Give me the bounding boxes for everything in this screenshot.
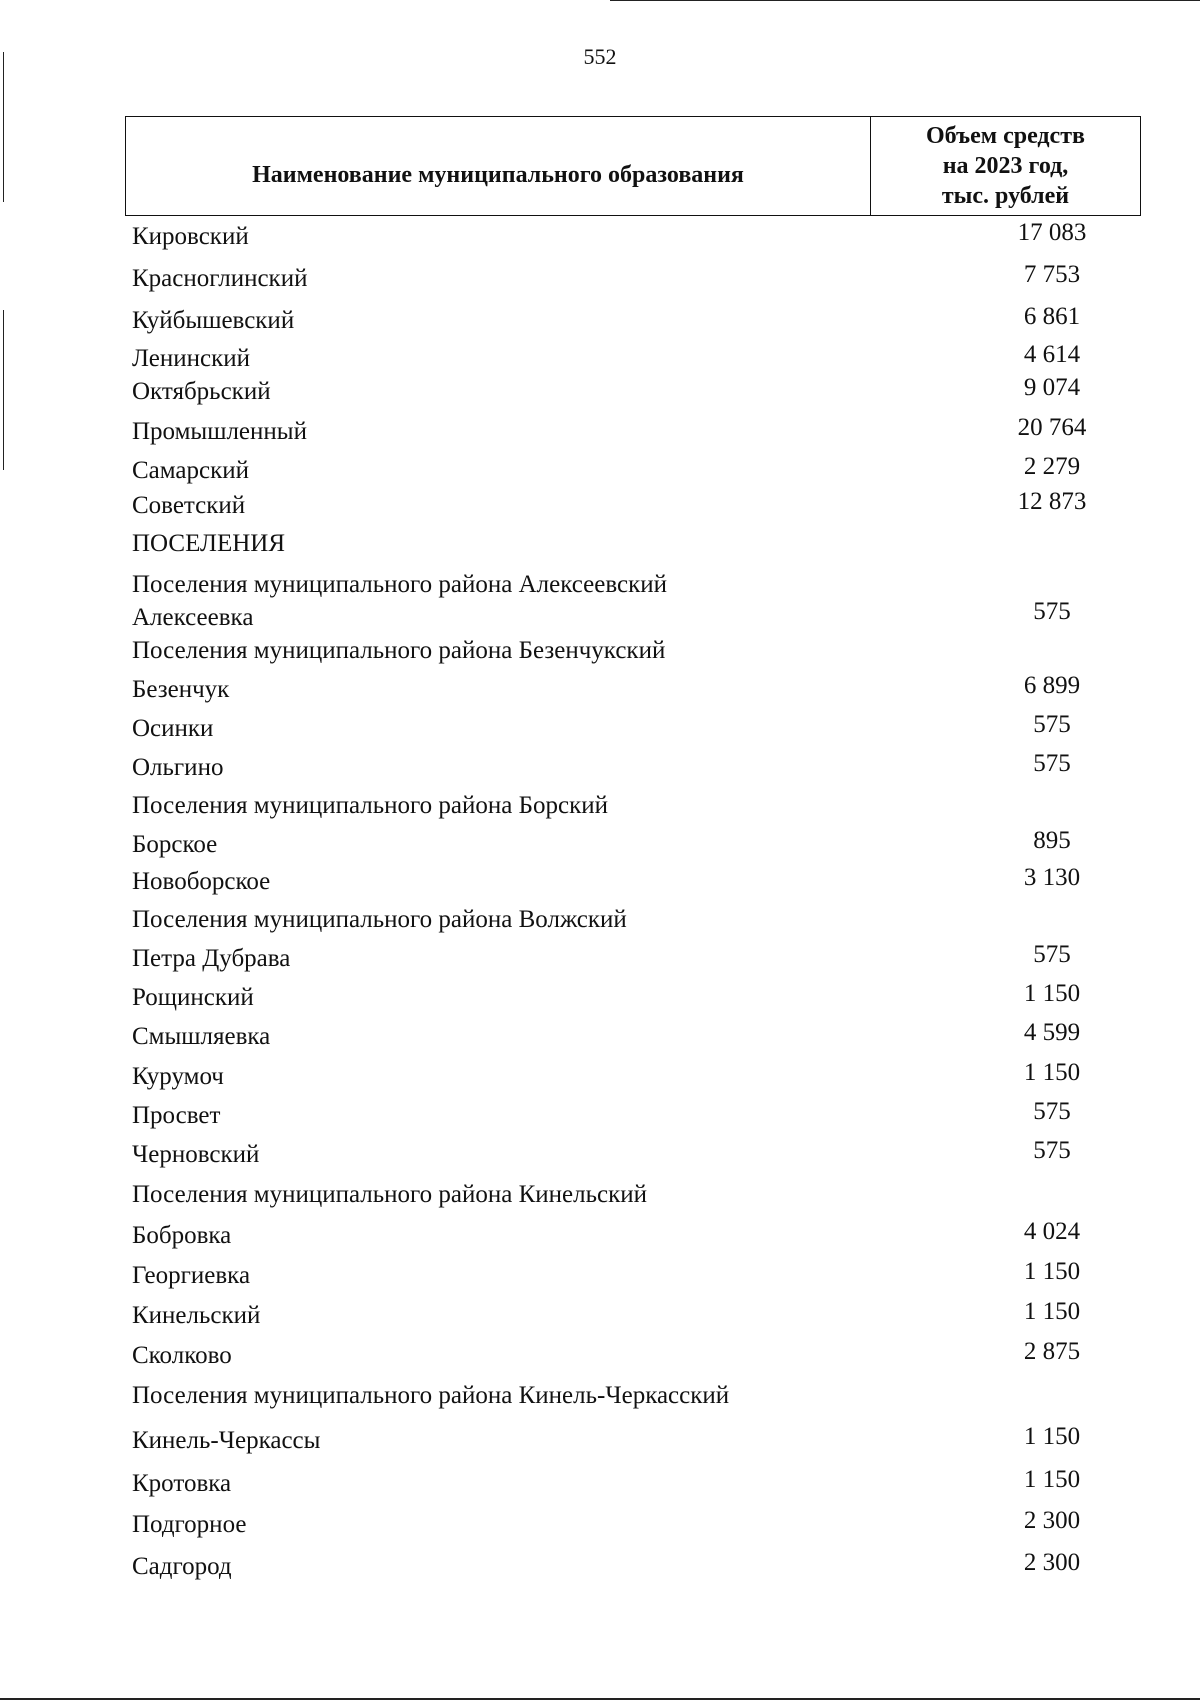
- table-row: [132, 1098, 1071, 1138]
- row-value: 1 150: [1023, 1059, 1081, 1086]
- table-row: [132, 1298, 1081, 1338]
- column-header-amount-line: на 2023 год,: [942, 153, 1069, 179]
- scan-line-top: [610, 0, 1200, 1]
- row-value: 1 150: [1023, 1466, 1081, 1493]
- row-name: Садгород: [132, 1553, 232, 1580]
- table-row: [132, 1059, 1081, 1099]
- table-row: [132, 711, 1071, 751]
- row-value: 1 150: [1023, 1298, 1081, 1325]
- table-row: [132, 488, 1087, 528]
- table-row: [132, 341, 1081, 381]
- column-header-amount-line: тыс. рублей: [941, 183, 1070, 209]
- table-row: [132, 1258, 1081, 1298]
- row-name: Кинельский: [132, 1302, 261, 1329]
- table-row: [132, 941, 1071, 981]
- row-value: 20 764: [1017, 414, 1087, 441]
- table-row: [132, 827, 1071, 867]
- column-header-amount: [871, 117, 1140, 215]
- row-name: Кинель-Черкассы: [132, 1427, 321, 1454]
- row-name: Советский: [132, 492, 246, 519]
- row-name: Кротовка: [132, 1470, 232, 1497]
- row-value: 575: [1033, 941, 1071, 968]
- table-row: [132, 530, 1052, 566]
- scan-line-bottom: [0, 1698, 1200, 1700]
- table-row: [132, 261, 1081, 301]
- table-row: [132, 1338, 1081, 1378]
- table-row: [132, 1218, 1081, 1258]
- row-value: 3 130: [1023, 864, 1081, 891]
- row-value: 9 074: [1023, 374, 1081, 401]
- row-value: 1 150: [1023, 1423, 1081, 1450]
- row-name: Сколково: [132, 1342, 232, 1369]
- row-name: Октябрьский: [132, 378, 271, 405]
- row-name: Ольгино: [132, 754, 224, 781]
- row-value: 575: [1033, 598, 1071, 625]
- row-name: Кировский: [132, 223, 249, 250]
- table-row: [132, 374, 1081, 414]
- row-value: 7 753: [1023, 261, 1081, 288]
- table-row: [132, 792, 1052, 828]
- table-row: [132, 1019, 1081, 1059]
- row-value: 4 024: [1023, 1218, 1081, 1245]
- row-value: 2 300: [1023, 1549, 1081, 1576]
- table-row: [132, 672, 1081, 712]
- row-name: Поселения муниципального района Алексеевский: [132, 571, 668, 598]
- row-name: Подгорное: [132, 1511, 247, 1538]
- scan-line-left: [3, 52, 4, 202]
- row-value: 6 861: [1023, 303, 1081, 330]
- page-number: 552: [583, 44, 617, 69]
- row-name: Поселения муниципального района Кинель-Черкасский: [132, 1382, 730, 1409]
- row-value: 575: [1033, 1137, 1071, 1164]
- row-name: Бобровка: [132, 1222, 232, 1249]
- table-row: [132, 906, 1052, 942]
- row-name: Безенчук: [132, 676, 230, 703]
- row-value: 895: [1033, 827, 1071, 854]
- row-value: 575: [1033, 1098, 1071, 1125]
- row-value: 2 279: [1023, 453, 1081, 480]
- row-name: Курумоч: [132, 1063, 224, 1090]
- table-row: [132, 637, 1052, 673]
- row-name: Новоборское: [132, 868, 271, 895]
- row-value: 2 300: [1023, 1507, 1081, 1534]
- table-row: [132, 219, 1087, 259]
- row-name: ПОСЕЛЕНИЯ: [132, 530, 286, 557]
- row-value: 6 899: [1023, 672, 1081, 699]
- row-name: Георгиевка: [132, 1262, 251, 1289]
- table-row: [132, 750, 1071, 790]
- row-name: Красноглинский: [132, 265, 308, 292]
- row-name: Смышляевка: [132, 1023, 271, 1050]
- table-header: [125, 116, 1141, 216]
- row-name: Просвет: [132, 1102, 221, 1129]
- row-name-second-line: Алексеевка: [132, 604, 254, 631]
- row-name: Поселения муниципального района Волжский: [132, 906, 627, 933]
- row-name: Куйбышевский: [132, 307, 295, 334]
- row-value: 1 150: [1023, 1258, 1081, 1285]
- row-name: Рощинский: [132, 984, 254, 1011]
- table-row: [132, 980, 1081, 1020]
- table-row: [132, 1549, 1081, 1589]
- table-row: [132, 1466, 1081, 1506]
- row-name: Черновский: [132, 1141, 260, 1168]
- column-header-amount-line: Объем средств: [926, 123, 1085, 149]
- row-value: 575: [1033, 750, 1071, 777]
- table-row: [132, 1181, 1052, 1217]
- table-row: [132, 414, 1087, 454]
- row-name: Промышленный: [132, 418, 307, 445]
- row-name: Ленинский: [132, 345, 251, 372]
- row-name: Самарский: [132, 457, 250, 484]
- column-header-name: Наименование муниципального образования: [126, 117, 871, 215]
- row-value: 575: [1033, 711, 1071, 738]
- row-value: 4 599: [1023, 1019, 1081, 1046]
- row-value: 4 614: [1023, 341, 1081, 368]
- table-row: [132, 1137, 1071, 1177]
- scan-line-left-lower: [3, 310, 4, 470]
- row-value: 17 083: [1017, 219, 1087, 246]
- table-row: [132, 1507, 1081, 1547]
- row-value: 12 873: [1017, 488, 1087, 515]
- table-row: [132, 568, 1071, 638]
- row-value: 1 150: [1023, 980, 1081, 1007]
- row-name: Поселения муниципального района Борский: [132, 792, 608, 819]
- row-name: Борское: [132, 831, 218, 858]
- row-name: Петра Дубрава: [132, 945, 291, 972]
- row-name: Поселения муниципального района Кинельский: [132, 1181, 648, 1208]
- row-name: Поселения муниципального района Безенчукский: [132, 637, 666, 664]
- table-row: [132, 1423, 1081, 1463]
- table-row: [132, 453, 1081, 493]
- row-name: Осинки: [132, 715, 214, 742]
- table-row: [132, 1382, 1052, 1418]
- table-row: [132, 864, 1081, 904]
- row-value: 2 875: [1023, 1338, 1081, 1365]
- table-row: [132, 303, 1081, 343]
